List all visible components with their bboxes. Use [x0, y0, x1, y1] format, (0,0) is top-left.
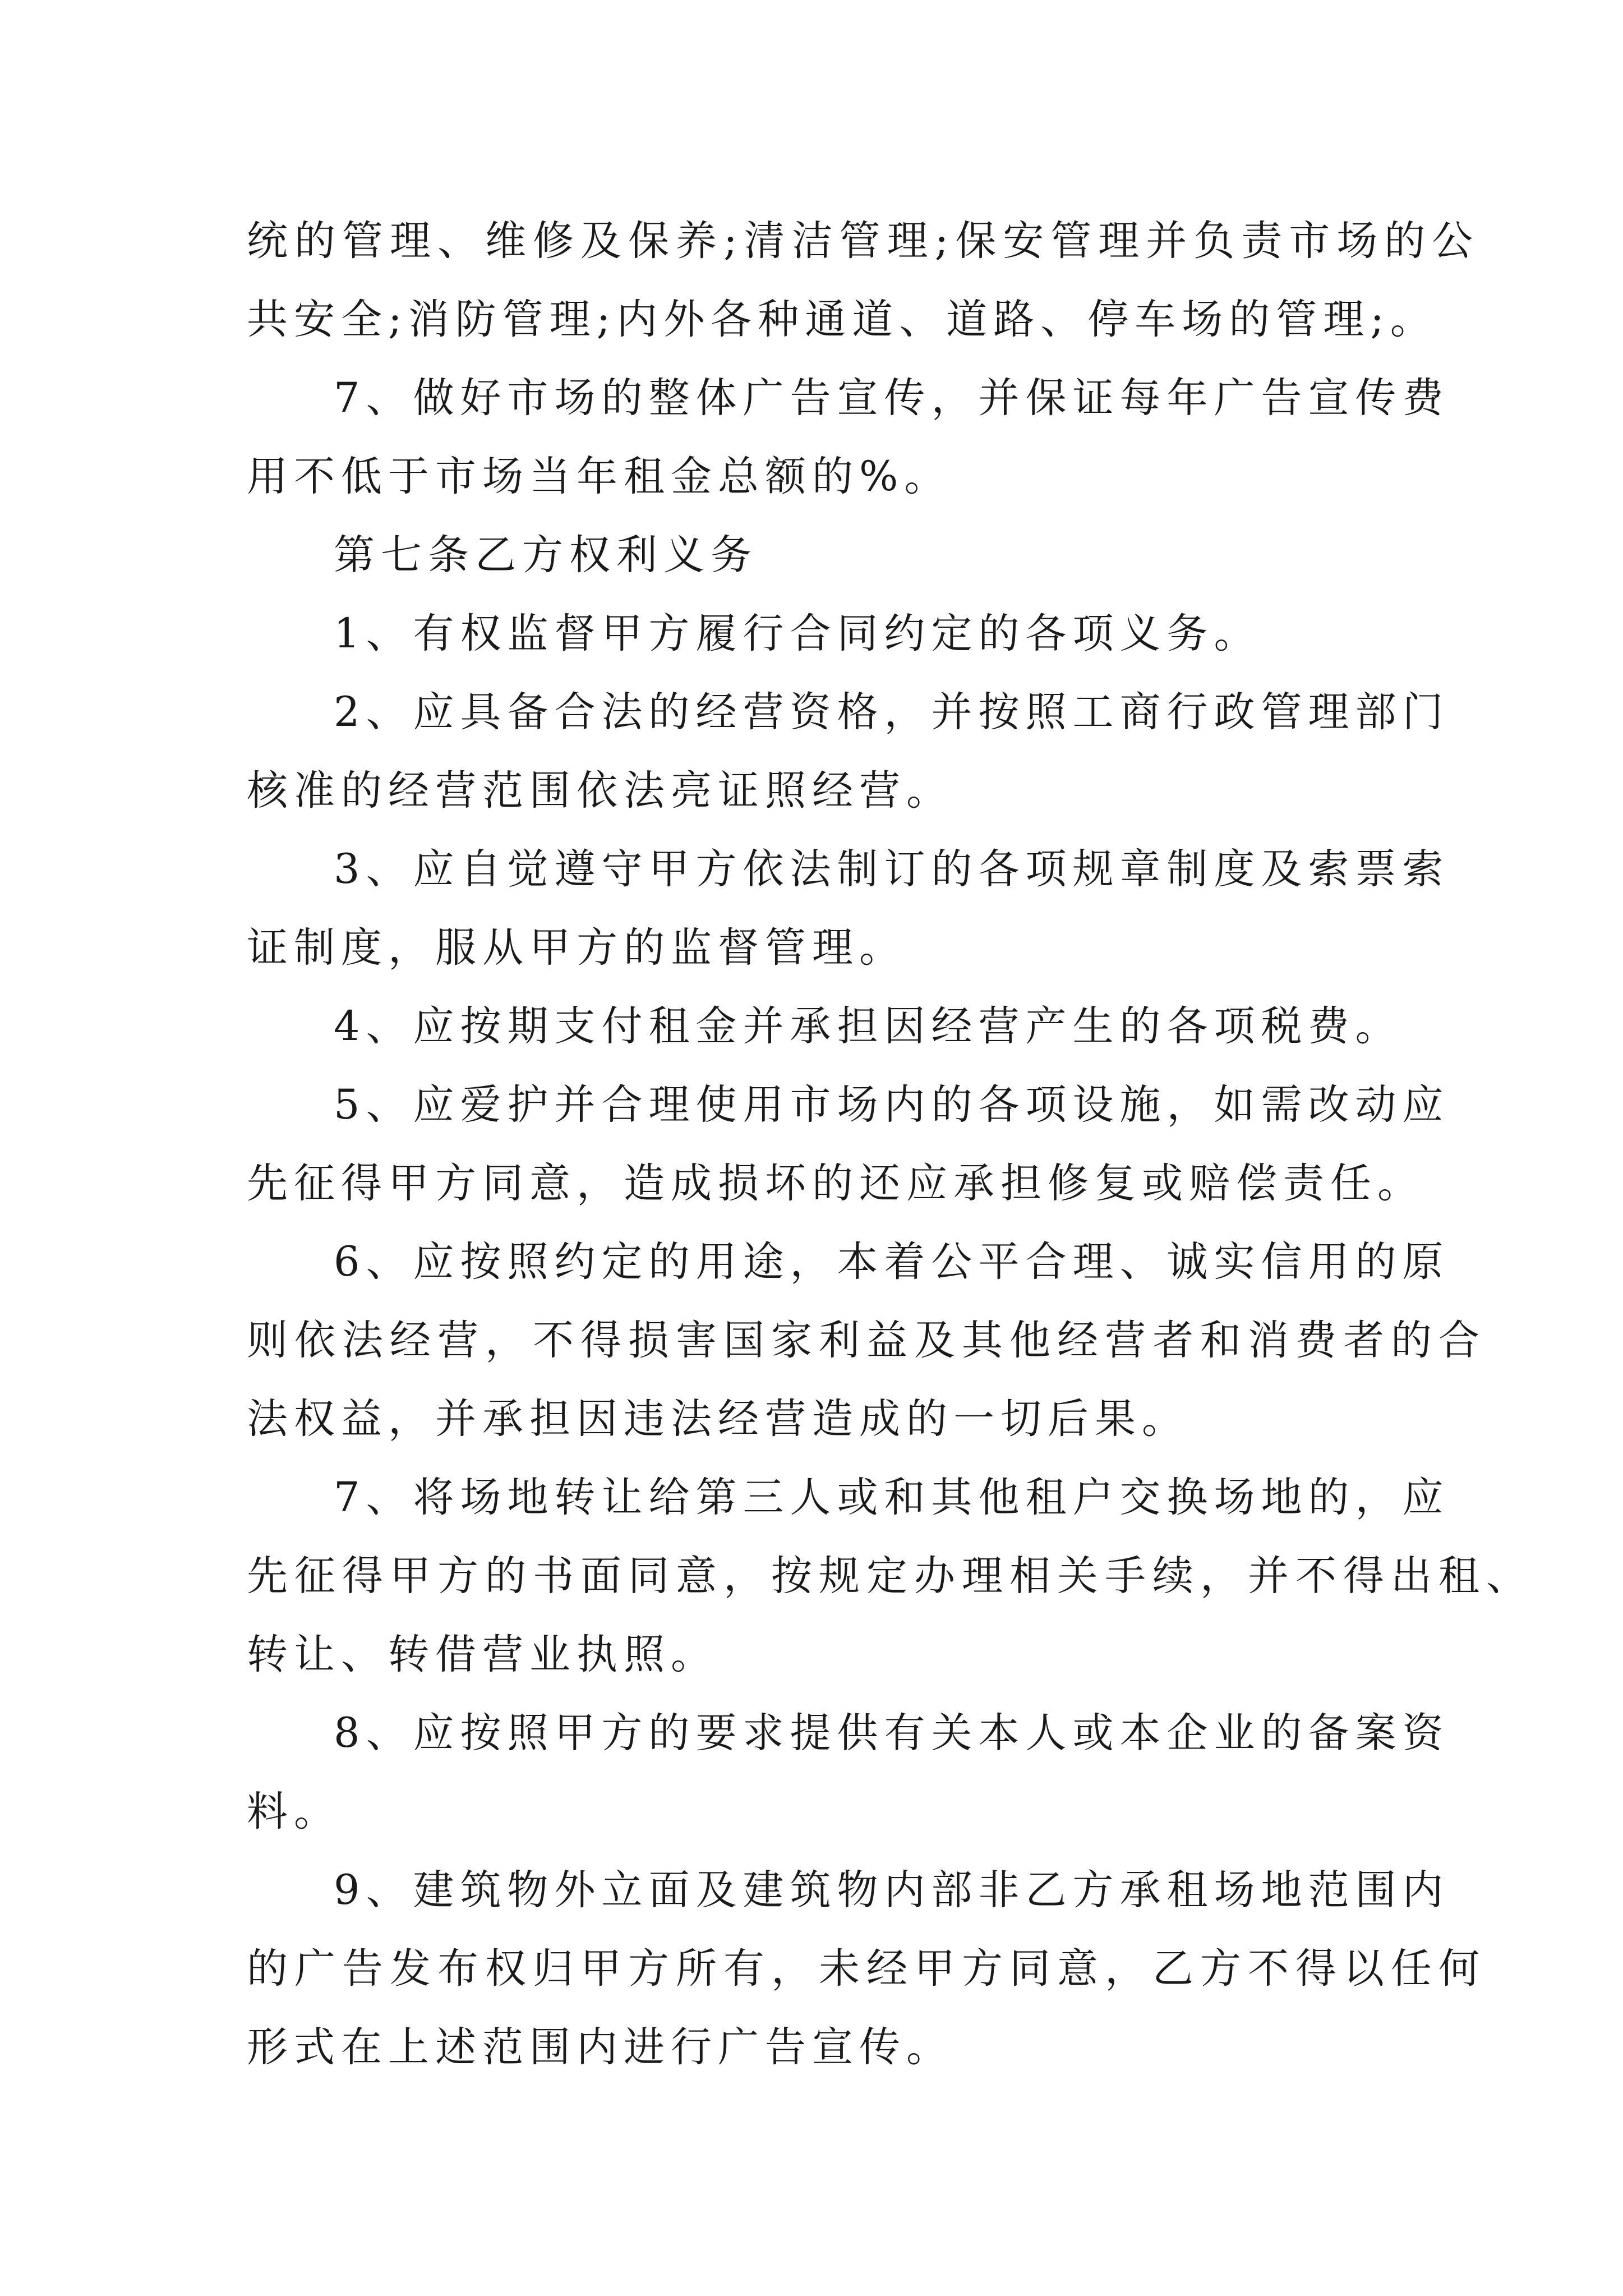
text-line: 则依法经营，不得损害国家利益及其他经营者和消费者的合 [247, 1317, 1486, 1364]
text-line: 9、建筑物外立面及建筑物内部非乙方承租场地范围内 [334, 1866, 1450, 1914]
text-line: 3、应自觉遵守甲方依法制订的各项规章制度及索票索 [334, 845, 1450, 893]
text-line: 先征得甲方的书面同意，按规定办理相关手续，并不得出租、 [247, 1552, 1534, 1600]
text-line: 8、应按照甲方的要求提供有关本人或本企业的备案资 [334, 1709, 1450, 1757]
text-line: 的广告发布权归甲方所有，未经甲方同意，乙方不得以任何 [247, 1945, 1486, 1993]
text-line: 法权益，并承担因违法经营造成的一切后果。 [247, 1395, 1189, 1443]
text-line: 1、有权监督甲方履行合同约定的各项义务。 [334, 610, 1261, 657]
text-line: 统的管理、维修及保养;清洁管理;保安管理并负责市场的公 [247, 217, 1480, 265]
text-line: 转让、转借营业执照。 [247, 1631, 718, 1678]
text-line: 料。 [247, 1788, 341, 1835]
text-line: 先征得甲方同意，造成损坏的还应承担修复或赔偿责任。 [247, 1159, 1424, 1207]
section-heading: 第七条乙方权利义务 [334, 531, 758, 579]
text-line: 共安全;消防管理;内外各种通道、道路、停车场的管理;。 [247, 296, 1437, 343]
text-line: 核准的经营范围依法亮证照经营。 [247, 767, 953, 815]
text-line: 7、将场地转让给第三人或和其他租户交换场地的，应 [334, 1474, 1450, 1521]
text-line: 4、应按期支付租金并承担因经营产生的各项税费。 [334, 1002, 1403, 1050]
text-line: 2、应具备合法的经营资格，并按照工商行政管理部门 [334, 688, 1450, 736]
text-line: 形式在上述范围内进行广告宣传。 [247, 2023, 953, 2071]
text-line: 7、做好市场的整体广告宣传，并保证每年广告宣传费 [334, 374, 1450, 422]
text-line: 用不低于市场当年租金总额的%。 [247, 453, 952, 500]
text-line: 5、应爱护并合理使用市场内的各项设施，如需改动应 [334, 1081, 1450, 1129]
text-line: 证制度，服从甲方的监督管理。 [247, 924, 906, 972]
text-line: 6、应按照约定的用途，本着公平合理、诚实信用的原 [334, 1238, 1450, 1286]
